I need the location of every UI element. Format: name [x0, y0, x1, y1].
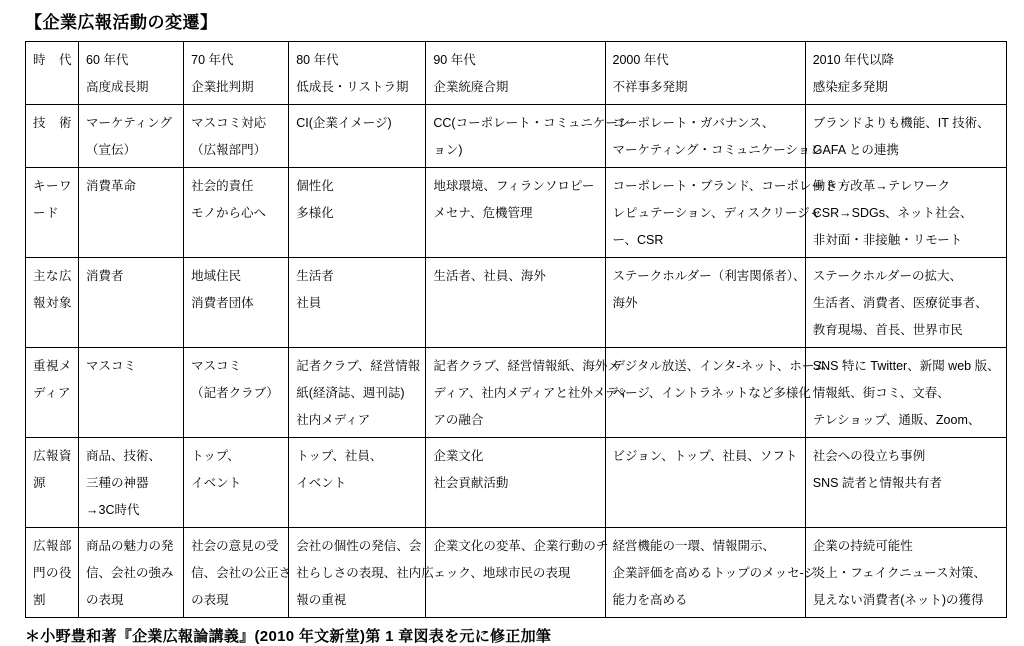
table-cell	[605, 168, 849, 258]
table-cell	[184, 105, 289, 168]
table-cell	[805, 438, 1006, 528]
cell-line: 消費者団体	[191, 296, 254, 310]
cell-line: 会社の個性の発信、会	[296, 539, 422, 553]
table-cell	[426, 348, 630, 438]
table-cell	[805, 348, 1006, 438]
cell-line: SNS 特に Twitter、新聞 web 版、	[812, 359, 1000, 373]
cell-line: トップ、	[191, 449, 240, 463]
cell-line: GAFA との連携	[812, 143, 899, 157]
cell-line: 社内メディア	[296, 413, 371, 427]
table-cell	[426, 105, 631, 168]
cell-line: 消費革命	[86, 179, 137, 193]
cell-line: 商品、技術、	[86, 449, 162, 463]
cell-line: 情報紙、街コミ、文春、	[812, 386, 950, 400]
row-header: 重視メディア	[26, 348, 79, 438]
cell-line: マーケティング	[86, 116, 173, 130]
cell-line: アの融合	[433, 413, 484, 427]
table-cell	[79, 528, 184, 618]
cell-line: 2010 年代以降	[812, 53, 895, 67]
cell-line: メセナ、危機管理	[433, 206, 533, 220]
table-cell	[184, 42, 289, 105]
cell-line: 生活者、消費者、医療従事者、	[812, 296, 988, 310]
table-cell	[805, 258, 1006, 348]
cell-line: 低成長・リストラ期	[296, 80, 409, 94]
cell-line: コーポレート・ブランド、コーポレート・	[612, 179, 849, 193]
cell-line: マスコミ	[86, 359, 137, 373]
table-cell	[289, 258, 426, 348]
table-cell	[289, 528, 434, 618]
table-cell	[289, 438, 426, 528]
cell-line: コーポレート・ガバナンス、	[612, 116, 775, 130]
table-row	[26, 438, 1007, 528]
cell-line: 個性化	[296, 179, 334, 193]
table-cell	[289, 348, 426, 438]
table-cell	[605, 528, 817, 618]
table-cell	[79, 42, 184, 105]
cell-line: ステークホルダーの拡大、	[812, 269, 962, 283]
row-header: キーワード	[26, 168, 79, 258]
cell-line: 企業評価を高めるトップのメッセ-ジ	[612, 566, 817, 580]
table-cell	[605, 105, 823, 168]
cell-line: （記者クラブ）	[191, 386, 279, 400]
cell-line: 報の重視	[296, 593, 347, 607]
cell-line: 多様化	[296, 206, 334, 220]
cell-line: 消費者	[86, 269, 124, 283]
cell-line: 企業批判期	[191, 80, 254, 94]
cell-line: 企業の持続可能性	[812, 539, 913, 553]
cell-line: 炎上・フェイクニュース対策、	[812, 566, 986, 580]
cell-line: イベント	[296, 476, 347, 490]
cell-line: の表現	[191, 593, 229, 607]
table-cell	[805, 105, 1006, 168]
cell-line: （宣伝）	[86, 143, 137, 157]
cell-line: 生活者、社員、海外	[433, 269, 546, 283]
cell-line: の表現	[86, 593, 124, 607]
cell-line: （広報部門）	[191, 143, 267, 157]
cell-line: 生活者	[296, 269, 334, 283]
pr-evolution-table	[25, 41, 1007, 618]
row-header: 技 術	[26, 105, 79, 168]
cell-line: 高度成長期	[86, 80, 149, 94]
cell-line: 海外	[612, 296, 638, 310]
table-cell	[184, 528, 292, 618]
cell-line: 70 年代	[191, 53, 234, 67]
source-footnote: ＊小野豊和著『企業広報論講義』(2010 年文新堂)第 1 章図表を元に修正加筆	[25, 628, 552, 645]
cell-line: ブランドよりも機能、IT 技術、	[812, 116, 990, 130]
cell-line: 働き方改革→テレワーク	[812, 179, 950, 193]
cell-line: ェック、地球市民の表現	[433, 566, 571, 580]
table-cell	[79, 258, 184, 348]
cell-line: 社会的責任	[191, 179, 254, 193]
cell-line: ディア、社内メディアと社外メディ	[433, 386, 630, 400]
cell-line: 紙(経済誌、週刊誌)	[296, 386, 405, 400]
table-cell	[805, 42, 1006, 105]
cell-line: 見えない消費者(ネット)の獲得	[812, 593, 984, 607]
cell-line: 社会への役立ち事例	[812, 449, 926, 463]
cell-line: CC(コーポレート・コミュニケーシ	[433, 116, 631, 130]
cell-line: 社会貢献活動	[433, 476, 509, 490]
table-cell	[184, 168, 289, 258]
row-header: 主な広報対象	[26, 258, 79, 348]
row-header: 広報資源	[26, 438, 79, 528]
cell-line: 地球環境、フィランソロピー	[433, 179, 595, 193]
cell-line: 社らしさの表現、社内広	[296, 566, 434, 580]
cell-line: CI(企業イメージ)	[296, 116, 392, 130]
cell-line: マスコミ	[191, 359, 242, 373]
cell-line: 経営機能の一環、情報開示、	[612, 539, 776, 553]
cell-line: 80 年代	[296, 53, 339, 67]
cell-line: 2000 年代	[612, 53, 669, 67]
cell-line: トップ、社員、	[296, 449, 383, 463]
cell-line: 社員	[296, 296, 322, 310]
cell-line: ビジョン、トップ、社員、ソフト	[612, 449, 798, 463]
cell-line: SNS 読者と情報共有者	[812, 476, 942, 490]
table-cell	[426, 42, 605, 105]
cell-line: モノから心へ	[191, 206, 267, 220]
cell-line: イベント	[191, 476, 242, 490]
cell-line: 感染症多発期	[812, 80, 888, 94]
cell-line: テレショップ、通販、Zoom、	[812, 413, 981, 427]
cell-line: 企業文化	[433, 449, 484, 463]
table-cell	[426, 258, 605, 348]
table-cell	[79, 105, 184, 168]
cell-line: 三種の神器	[86, 476, 149, 490]
cell-line: CSR→SDGs、ネット社会、	[812, 206, 973, 220]
cell-line: デジタル放送、インタ-ネット、ホーム	[612, 359, 827, 373]
cell-line: 商品の魅力の発	[86, 539, 174, 553]
table-cell	[184, 348, 289, 438]
table-cell	[426, 168, 605, 258]
cell-line: 企業統廃合期	[433, 80, 509, 94]
table-row	[26, 168, 1007, 258]
table-cell	[605, 348, 827, 438]
cell-line: 記者クラブ、経営情報紙、海外メ	[433, 359, 620, 373]
table-cell	[289, 105, 426, 168]
cell-line: マスコミ対応	[191, 116, 267, 130]
cell-line: 記者クラブ、経営情報	[296, 359, 421, 373]
table-cell	[805, 528, 1006, 618]
table-cell	[426, 528, 609, 618]
cell-line: 90 年代	[433, 53, 476, 67]
table-cell	[289, 42, 426, 105]
cell-line: 不祥事多発期	[612, 80, 688, 94]
cell-line: 教育現場、首長、世界市民	[812, 323, 963, 337]
cell-line: 地域住民	[191, 269, 242, 283]
table-row	[26, 258, 1007, 348]
table-cell	[184, 438, 289, 528]
table-cell	[79, 348, 184, 438]
cell-line: ページ、イントラネットなど多様化	[612, 386, 811, 400]
table-row	[26, 348, 1007, 438]
cell-line: →3C時代	[86, 503, 140, 517]
cell-line: 能力を高める	[612, 593, 688, 607]
table-cell	[605, 42, 805, 105]
row-header: 広報部門の役割	[26, 528, 79, 618]
cell-line: 企業文化の変革、企業行動のチ	[433, 539, 609, 553]
cell-line: ステークホルダー（利害関係者）、	[612, 269, 806, 283]
cell-line: ー、CSR	[612, 233, 664, 247]
table-row	[26, 105, 1007, 168]
table-row	[26, 528, 1007, 618]
table-cell	[79, 438, 184, 528]
cell-line: 信、会社の公正さ	[191, 566, 292, 580]
page-title: 【企業広報活動の変遷】	[25, 13, 218, 32]
row-header: 時 代	[26, 42, 79, 105]
cell-line: ョン)	[433, 143, 463, 157]
table-cell	[605, 258, 805, 348]
table-cell	[605, 438, 805, 528]
table-cell	[805, 168, 1006, 258]
cell-line: 非対面・非接触・リモート	[812, 233, 963, 247]
table-cell	[426, 438, 605, 528]
table-cell	[289, 168, 426, 258]
table-cell	[184, 258, 289, 348]
cell-line: 信、会社の強み	[86, 566, 174, 580]
table-row	[26, 42, 1007, 105]
cell-line: マーケティング・コミュニケーション	[612, 143, 823, 157]
cell-line: 60 年代	[86, 53, 129, 67]
cell-line: 社会の意見の受	[191, 539, 279, 553]
cell-line: レピュテーション、ディスクリージャ	[612, 206, 823, 220]
table-cell	[79, 168, 184, 258]
